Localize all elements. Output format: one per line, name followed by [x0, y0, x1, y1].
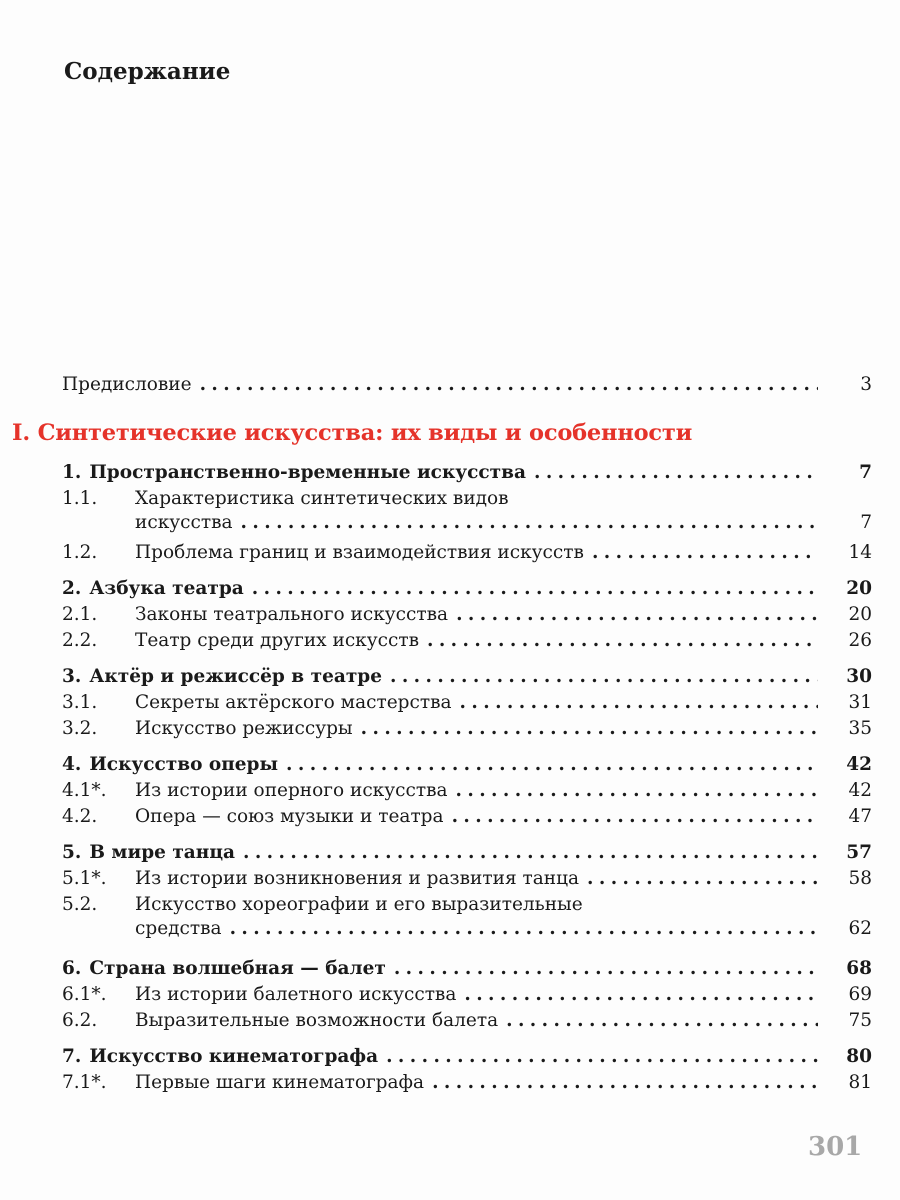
- entry-number: 4.: [62, 754, 82, 775]
- entry-title: Секреты актёрского мастерства: [135, 692, 452, 713]
- entry-number: 1.: [62, 462, 82, 483]
- dot-leader: [243, 840, 818, 866]
- dot-leader: [534, 460, 818, 486]
- indent: [62, 916, 135, 942]
- entry-page: 7: [860, 512, 872, 533]
- dot-leader: [361, 716, 818, 742]
- entry-number: 7.1*.: [62, 1072, 107, 1093]
- dot-leader: [200, 372, 818, 398]
- toc-chapter: [62, 1044, 872, 1070]
- entry-title: Предисловие: [62, 374, 192, 395]
- dot-leader: [432, 1070, 818, 1096]
- dot-leader: [592, 540, 818, 566]
- entry-number: 5.2.: [62, 894, 98, 915]
- entry-number: 5.: [62, 842, 82, 863]
- toc-chapter: [62, 460, 872, 486]
- entry-title: Из истории оперного искусства: [135, 780, 448, 801]
- dot-leader: [386, 1044, 818, 1070]
- entry-page: 35: [848, 718, 872, 739]
- entry-page: 7: [859, 462, 872, 483]
- toc-chapter: [62, 840, 872, 866]
- toc-section: [62, 690, 872, 716]
- toc-section: [62, 778, 872, 804]
- entry-number: 2.: [62, 578, 82, 599]
- toc-section: [62, 540, 872, 566]
- toc-section: [62, 982, 872, 1008]
- dot-leader: [464, 982, 818, 1008]
- entry-page: 31: [848, 692, 872, 713]
- entry-title: Опера — союз музыки и театра: [135, 806, 444, 827]
- entry-number: 6.: [62, 958, 82, 979]
- entry-title: Законы театрального искусства: [135, 604, 449, 625]
- toc-section: [62, 1008, 872, 1034]
- entry-number: 5.1*.: [62, 868, 107, 889]
- toc-section: [62, 602, 872, 628]
- entry-number: 1.2.: [62, 542, 98, 563]
- toc-section: [62, 892, 872, 918]
- entry-page: 30: [846, 666, 872, 687]
- entry-title: Страна волшебная — балет: [89, 958, 386, 979]
- entry-title: Актёр и режиссёр в театре: [89, 666, 382, 687]
- indent: [62, 510, 135, 536]
- entry-page: 42: [846, 754, 872, 775]
- dot-leader: [394, 956, 818, 982]
- dot-leader: [456, 778, 818, 804]
- dot-leader: [230, 916, 818, 942]
- entry-title: Искусство хореографии и его выразительные: [135, 894, 583, 915]
- entry-page: 3: [860, 374, 872, 395]
- entry-number: 2.1.: [62, 604, 98, 625]
- entry-title: Из истории балетного искусства: [135, 984, 457, 1005]
- entry-title: Искусство оперы: [89, 754, 279, 775]
- entry-page: 20: [846, 578, 872, 599]
- entry-page: 69: [848, 984, 872, 1005]
- entry-title: Характеристика синтетических видов: [135, 488, 509, 509]
- page-title: Содержание: [64, 58, 231, 85]
- toc-section: [62, 628, 872, 654]
- entry-number: 4.2.: [62, 806, 98, 827]
- entry-number: 3.1.: [62, 692, 98, 713]
- part-heading: I. Синтетические искусства: их виды и особенности: [12, 420, 693, 446]
- dot-leader: [456, 602, 818, 628]
- entry-page: 58: [848, 868, 872, 889]
- entry-title: Театр среди других искусств: [135, 630, 419, 651]
- toc-chapter: [62, 752, 872, 778]
- entry-page: 80: [846, 1046, 872, 1067]
- toc-chapter: [62, 576, 872, 602]
- dot-leader: [241, 510, 818, 536]
- entry-title: Выразительные возможности балета: [135, 1010, 499, 1031]
- entry-page: 81: [848, 1072, 872, 1093]
- toc-section: [62, 716, 872, 742]
- entry-number: 3.2.: [62, 718, 98, 739]
- entry-page: 26: [848, 630, 872, 651]
- toc-section-continuation: [62, 916, 872, 942]
- entry-title: В мире танца: [89, 842, 235, 863]
- entry-page: 68: [846, 958, 872, 979]
- entry-number: 6.2.: [62, 1010, 98, 1031]
- entry-title: Первые шаги кинематографа: [135, 1072, 425, 1093]
- dot-leader: [427, 628, 818, 654]
- entry-page: 42: [848, 780, 872, 801]
- entry-page: 62: [848, 918, 872, 939]
- entry-page: 57: [846, 842, 872, 863]
- dot-leader: [506, 1008, 818, 1034]
- entry-page: 14: [848, 542, 872, 563]
- toc-chapter: [62, 664, 872, 690]
- entry-number: 7.: [62, 1046, 82, 1067]
- entry-title-continuation: искусства: [135, 512, 233, 533]
- entry-title: Азбука театра: [89, 578, 244, 599]
- entry-title: Искусство режиссуры: [135, 718, 353, 739]
- entry-number: 6.1*.: [62, 984, 107, 1005]
- page-number: 301: [808, 1132, 863, 1162]
- entry-title: Из истории возникновения и развития танца: [135, 868, 580, 889]
- entry-number: 2.2.: [62, 630, 98, 651]
- dot-leader: [587, 866, 818, 892]
- dot-leader: [460, 690, 818, 716]
- toc-section-continuation: [62, 510, 872, 536]
- dot-leader: [286, 752, 818, 778]
- entry-page: 47: [848, 806, 872, 827]
- entry-page: 20: [848, 604, 872, 625]
- dot-leader: [252, 576, 818, 602]
- toc-section: [62, 1070, 872, 1096]
- toc-section: [62, 866, 872, 892]
- entry-number: 4.1*.: [62, 780, 107, 801]
- entry-title: Искусство кинематографа: [89, 1046, 379, 1067]
- entry-number: 1.1.: [62, 488, 98, 509]
- dot-leader: [452, 804, 818, 830]
- entry-page: 75: [848, 1010, 872, 1031]
- entry-title-continuation: средства: [135, 918, 222, 939]
- entry-number: 3.: [62, 666, 82, 687]
- toc-section: [62, 804, 872, 830]
- dot-leader: [390, 664, 818, 690]
- toc-entry-preface: [62, 372, 872, 398]
- toc-chapter: [62, 956, 872, 982]
- entry-title: Проблема границ и взаимодействия искусств: [135, 542, 584, 563]
- entry-title: Пространственно-временные искусства: [89, 462, 526, 483]
- toc-section: [62, 486, 872, 512]
